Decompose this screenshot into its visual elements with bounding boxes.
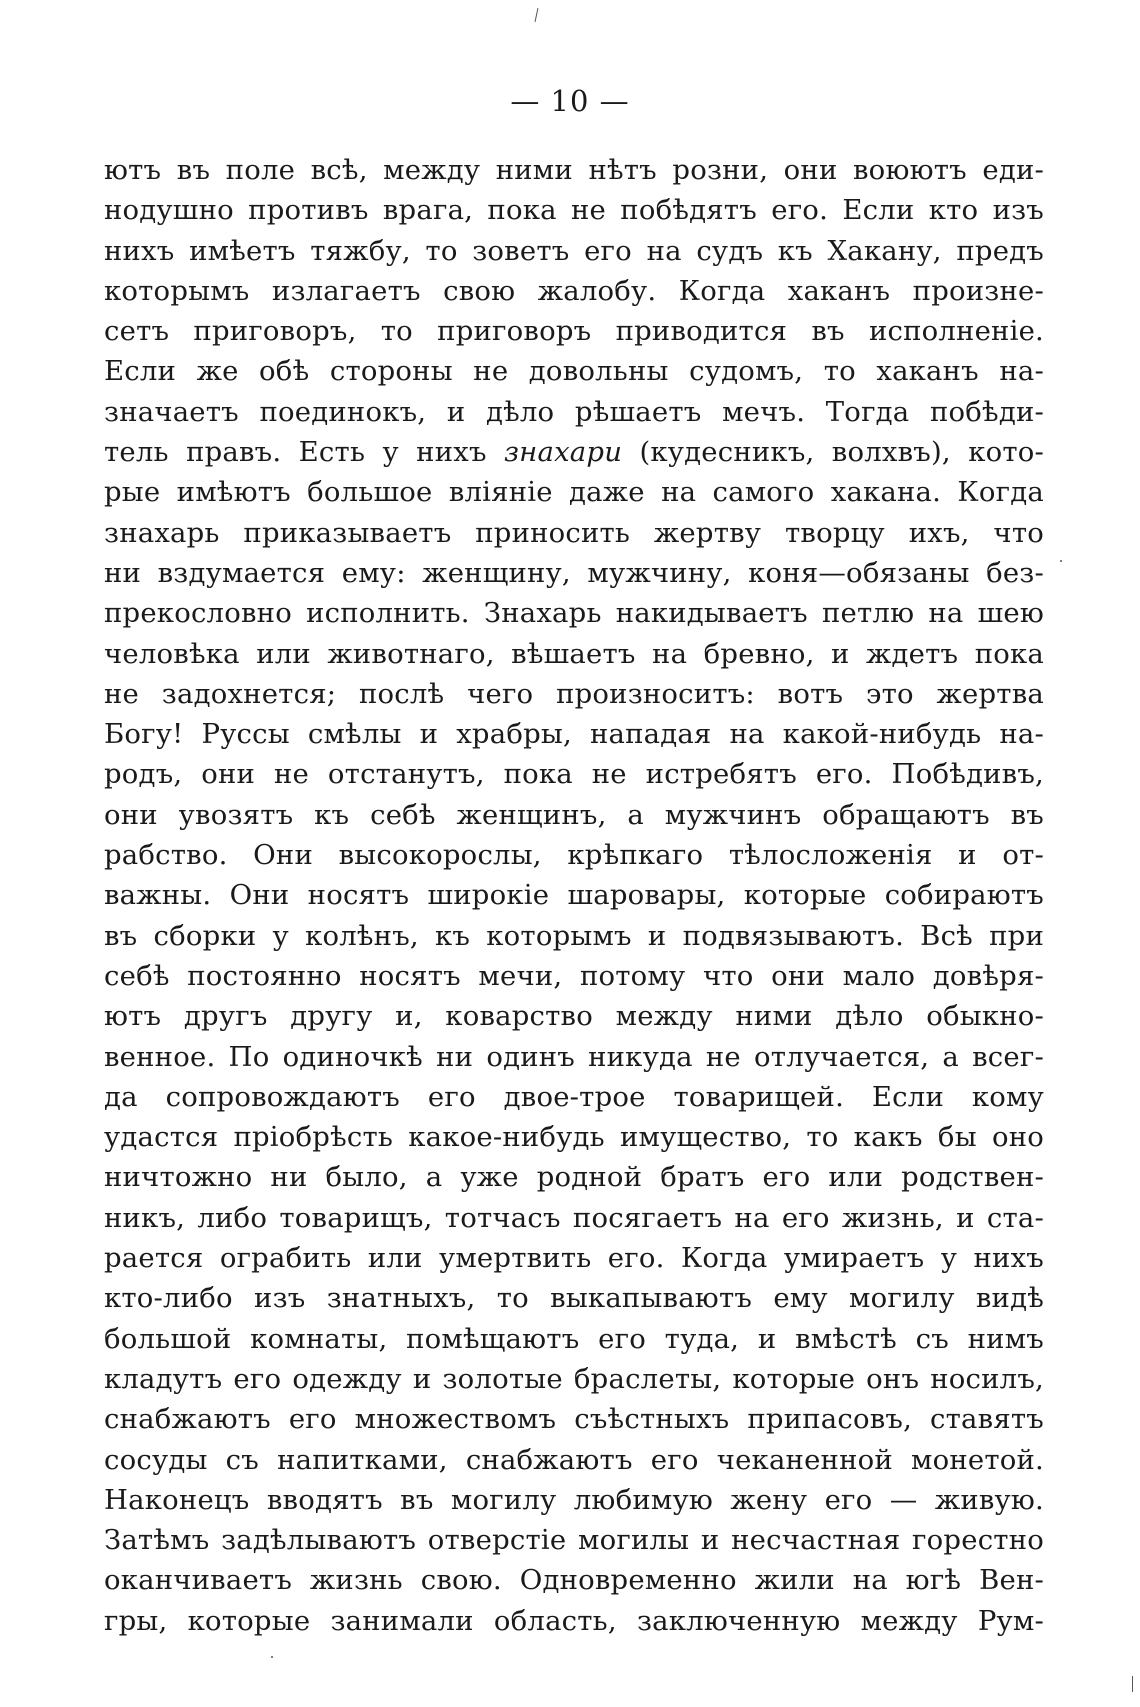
text-line: въ сборки у колѣнъ, къ которымъ и подвязываютъ. Всѣ при [104, 919, 1044, 952]
text-line: ни вздумается ему: женщину, мужчину, коня—обязаны без- [104, 556, 1044, 589]
text-line: прекословно исполнить. Знахарь накидываетъ петлю на шею [104, 597, 1044, 630]
text-line: кто-либо изъ знатныхъ, то выкапываютъ ему могилу видѣ [104, 1282, 1044, 1315]
text-line: сосуды съ напитками, снабжаютъ его чеканенной монетой. [104, 1443, 1044, 1476]
text-line: сетъ приговоръ, то приговоръ приводится въ исполненіе. [104, 315, 1044, 348]
body-text [104, 150, 1044, 1641]
text-line: нодушно противъ врага, пока не побѣдятъ его. Если кто изъ [104, 194, 1044, 227]
text-segment: тель правъ. Есть у нихъ [104, 436, 504, 469]
text-segment: (кудесникъ, волхвъ), кото- [622, 436, 1044, 469]
text-line: Наконецъ вводятъ въ могилу любимую жену его — живую. [104, 1483, 1044, 1516]
italic-term: знахари [503, 436, 623, 469]
text-line: себѣ постоянно носятъ мечи, потому что они мало довѣря- [104, 959, 1044, 992]
text-line: ютъ въ поле всѣ, между ними нѣтъ розни, они воюютъ еди- [104, 154, 1044, 186]
page-number: — 10 — [510, 84, 630, 118]
text-line: кладутъ его одежду и золотые браслеты, которые онъ носилъ, [104, 1362, 1044, 1395]
text-line: важны. Они носятъ широкіе шаровары, которые собираютъ [104, 879, 1044, 912]
text-line: рые имѣютъ большое вліяніе даже на самого хакана. Когда [104, 476, 1044, 509]
text-line: нихъ имѣетъ тяжбу, то зоветъ его на судъ къ Хакану, предъ [104, 234, 1044, 267]
text-line: Богу! Руссы смѣлы и храбры, нападая на какой-нибудь на- [104, 718, 1044, 751]
ink-speck [271, 1656, 273, 1658]
text-line: они увозятъ къ себѣ женщинъ, а мужчинъ обращаютъ въ [104, 798, 1044, 831]
page-edge-mark [1132, 1676, 1133, 1692]
text-line: оканчиваетъ жизнь свою. Одновременно жили на югѣ Вен- [104, 1564, 1044, 1597]
text-line: никъ, либо товарищъ, тотчасъ посягаетъ на его жизнь, и ста- [104, 1201, 1044, 1234]
text-line: да сопровождаютъ его двое-трое товарищей. Если кому [104, 1080, 1044, 1113]
text-line: ничтожно ни было, а уже родной братъ его или родствен- [104, 1161, 1044, 1194]
text-line: снабжаютъ его множествомъ съѣстныхъ припасовъ, ставятъ [104, 1403, 1044, 1436]
text-line: удастся пріобрѣсть какое-нибудь имущество, то какъ бы оно [104, 1121, 1044, 1154]
ink-speck [1060, 560, 1062, 562]
text-line: знахарь приказываетъ приносить жертву творцу ихъ, что [104, 516, 1044, 549]
text-line: большой комнаты, помѣщаютъ его туда, и вмѣстѣ съ нимъ [104, 1322, 1044, 1355]
text-line: человѣка или животнаго, вѣшаетъ на бревно, и ждетъ пока [104, 637, 1044, 670]
text-line: Затѣмъ задѣлываютъ отверстіе могилы и несчастная горестно [104, 1524, 1044, 1557]
text-line: рается ограбить или умертвить его. Когда умираетъ у нихъ [104, 1242, 1044, 1275]
text-line-with-italic [104, 432, 1044, 472]
ink-speck [535, 8, 539, 22]
text-line: рабство. Они высокорослы, крѣпкаго тѣлосложенія и от- [104, 839, 1044, 872]
text-line: родъ, они не отстанутъ, пока не истребятъ его. Побѣдивъ, [104, 758, 1044, 791]
text-line: значаетъ поединокъ, и дѣло рѣшаетъ мечъ. Тогда побѣди- [104, 395, 1044, 428]
text-line: венное. По одиночкѣ ни одинъ никуда не отлучается, а всег- [104, 1040, 1044, 1073]
text-line: Если же обѣ стороны не довольны судомъ, то хаканъ на- [104, 355, 1044, 388]
text-line: ютъ другъ другу и, коварство между ними дѣло обыкно- [104, 1000, 1044, 1033]
text-line: которымъ излагаетъ свою жалобу. Когда хаканъ произне- [104, 274, 1044, 307]
text-line: не задохнется; послѣ чего произноситъ: вотъ это жертва [104, 677, 1044, 710]
text-line: гры, которые занимали область, заключенную между Рум- [104, 1604, 1044, 1637]
